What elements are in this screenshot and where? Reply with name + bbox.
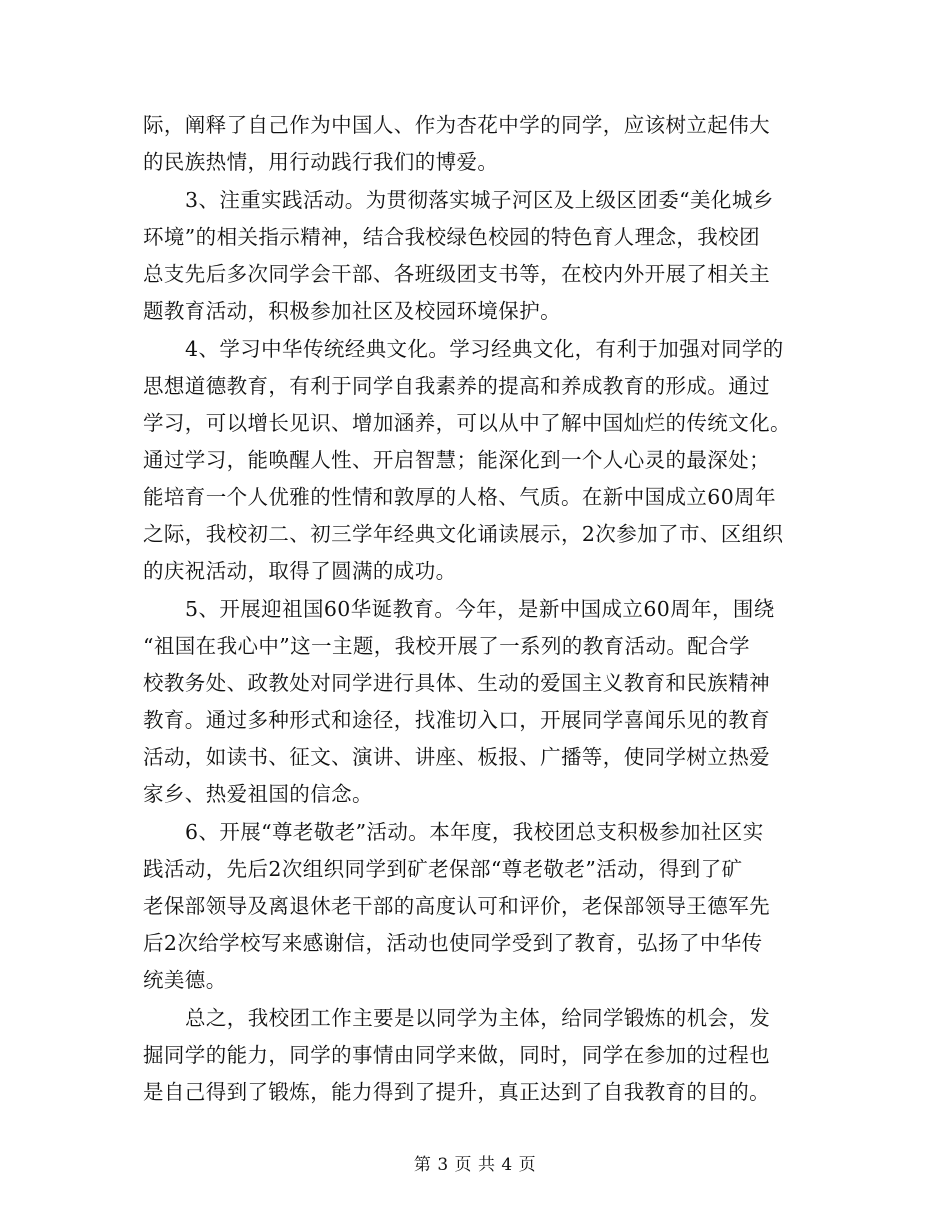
text-line: 是自己得到了锻炼，能力得到了提升，真正达到了自我教育的目的。: [143, 1080, 770, 1104]
text-line: “祖国在我心中”这一主题，我校开展了一系列的教育活动。配合学: [143, 634, 750, 658]
text-line: 家乡、热爱祖国的信念。: [143, 782, 373, 806]
text-line: 活动，如读书、征文、演讲、讲座、板报、广播等，使同学树立热爱: [143, 745, 770, 769]
text-line: 的民族热情，用行动践行我们的博爱。: [143, 150, 499, 174]
text-line: 3、注重实践活动。为贯彻落实城子河区及上级区团委“美化城乡: [185, 188, 774, 212]
text-line: 教育。通过多种形式和途径，找准切入口，开展同学喜闻乐见的教育: [143, 708, 770, 732]
text-line: 校教务处、政教处对同学进行具体、生动的爱国主义教育和民族精神: [143, 671, 770, 695]
text-line: 题教育活动，积极参加社区及校园环境保护。: [143, 299, 561, 323]
text-line: 统美德。: [143, 968, 227, 992]
text-line: 总之，我校团工作主要是以同学为主体，给同学锻炼的机会，发: [185, 1006, 771, 1030]
text-line: 掘同学的能力，同学的事情由同学来做，同时，同学在参加的过程也: [143, 1043, 770, 1067]
text-line: 之际，我校初二、初三学年经典文化诵读展示，2次参加了市、区组织: [143, 522, 784, 546]
text-line: 学习，可以增长见识、增加涵养，可以从中了解中国灿烂的传统文化。: [143, 411, 791, 435]
text-line: 践活动，先后2次组织同学到矿老保部“尊老敬老”活动，得到了矿: [143, 857, 743, 881]
text-line: 后2次给学校写来感谢信，活动也使同学受到了教育，弘扬了中华传: [143, 931, 763, 955]
text-line: 4、学习中华传统经典文化。学习经典文化，有利于加强对同学的: [185, 337, 784, 361]
text-line: 思想道德教育，有利于同学自我素养的提高和养成教育的形成。通过: [143, 374, 770, 398]
text-line: 6、开展“尊老敬老”活动。本年度，我校团总支积极参加社区实: [185, 820, 764, 844]
text-line: 总支先后多次同学会干部、各班级团支书等，在校内外开展了相关主: [143, 262, 770, 286]
text-line: 通过学习，能唤醒人性、开启智慧；能深化到一个人心灵的最深处；: [143, 448, 770, 472]
page-number: 第 3 页 共 4 页: [413, 1155, 537, 1175]
text-line: 际，阐释了自己作为中国人、作为杏花中学的同学，应该树立起伟大: [143, 113, 770, 137]
text-line: 的庆祝活动，取得了圆满的成功。: [143, 559, 457, 583]
text-line: 环境”的相关指示精神，结合我校绿色校园的特色育人理念，我校团: [143, 225, 760, 249]
text-line: 能培育一个人优雅的性情和敦厚的人格、气质。在新中国成立60周年: [143, 485, 776, 509]
text-line: 老保部领导及离退休老干部的高度认可和评价，老保部领导王德军先: [143, 894, 770, 918]
text-line: 5、开展迎祖国60华诞教育。今年，是新中国成立60周年，围绕: [185, 597, 775, 621]
